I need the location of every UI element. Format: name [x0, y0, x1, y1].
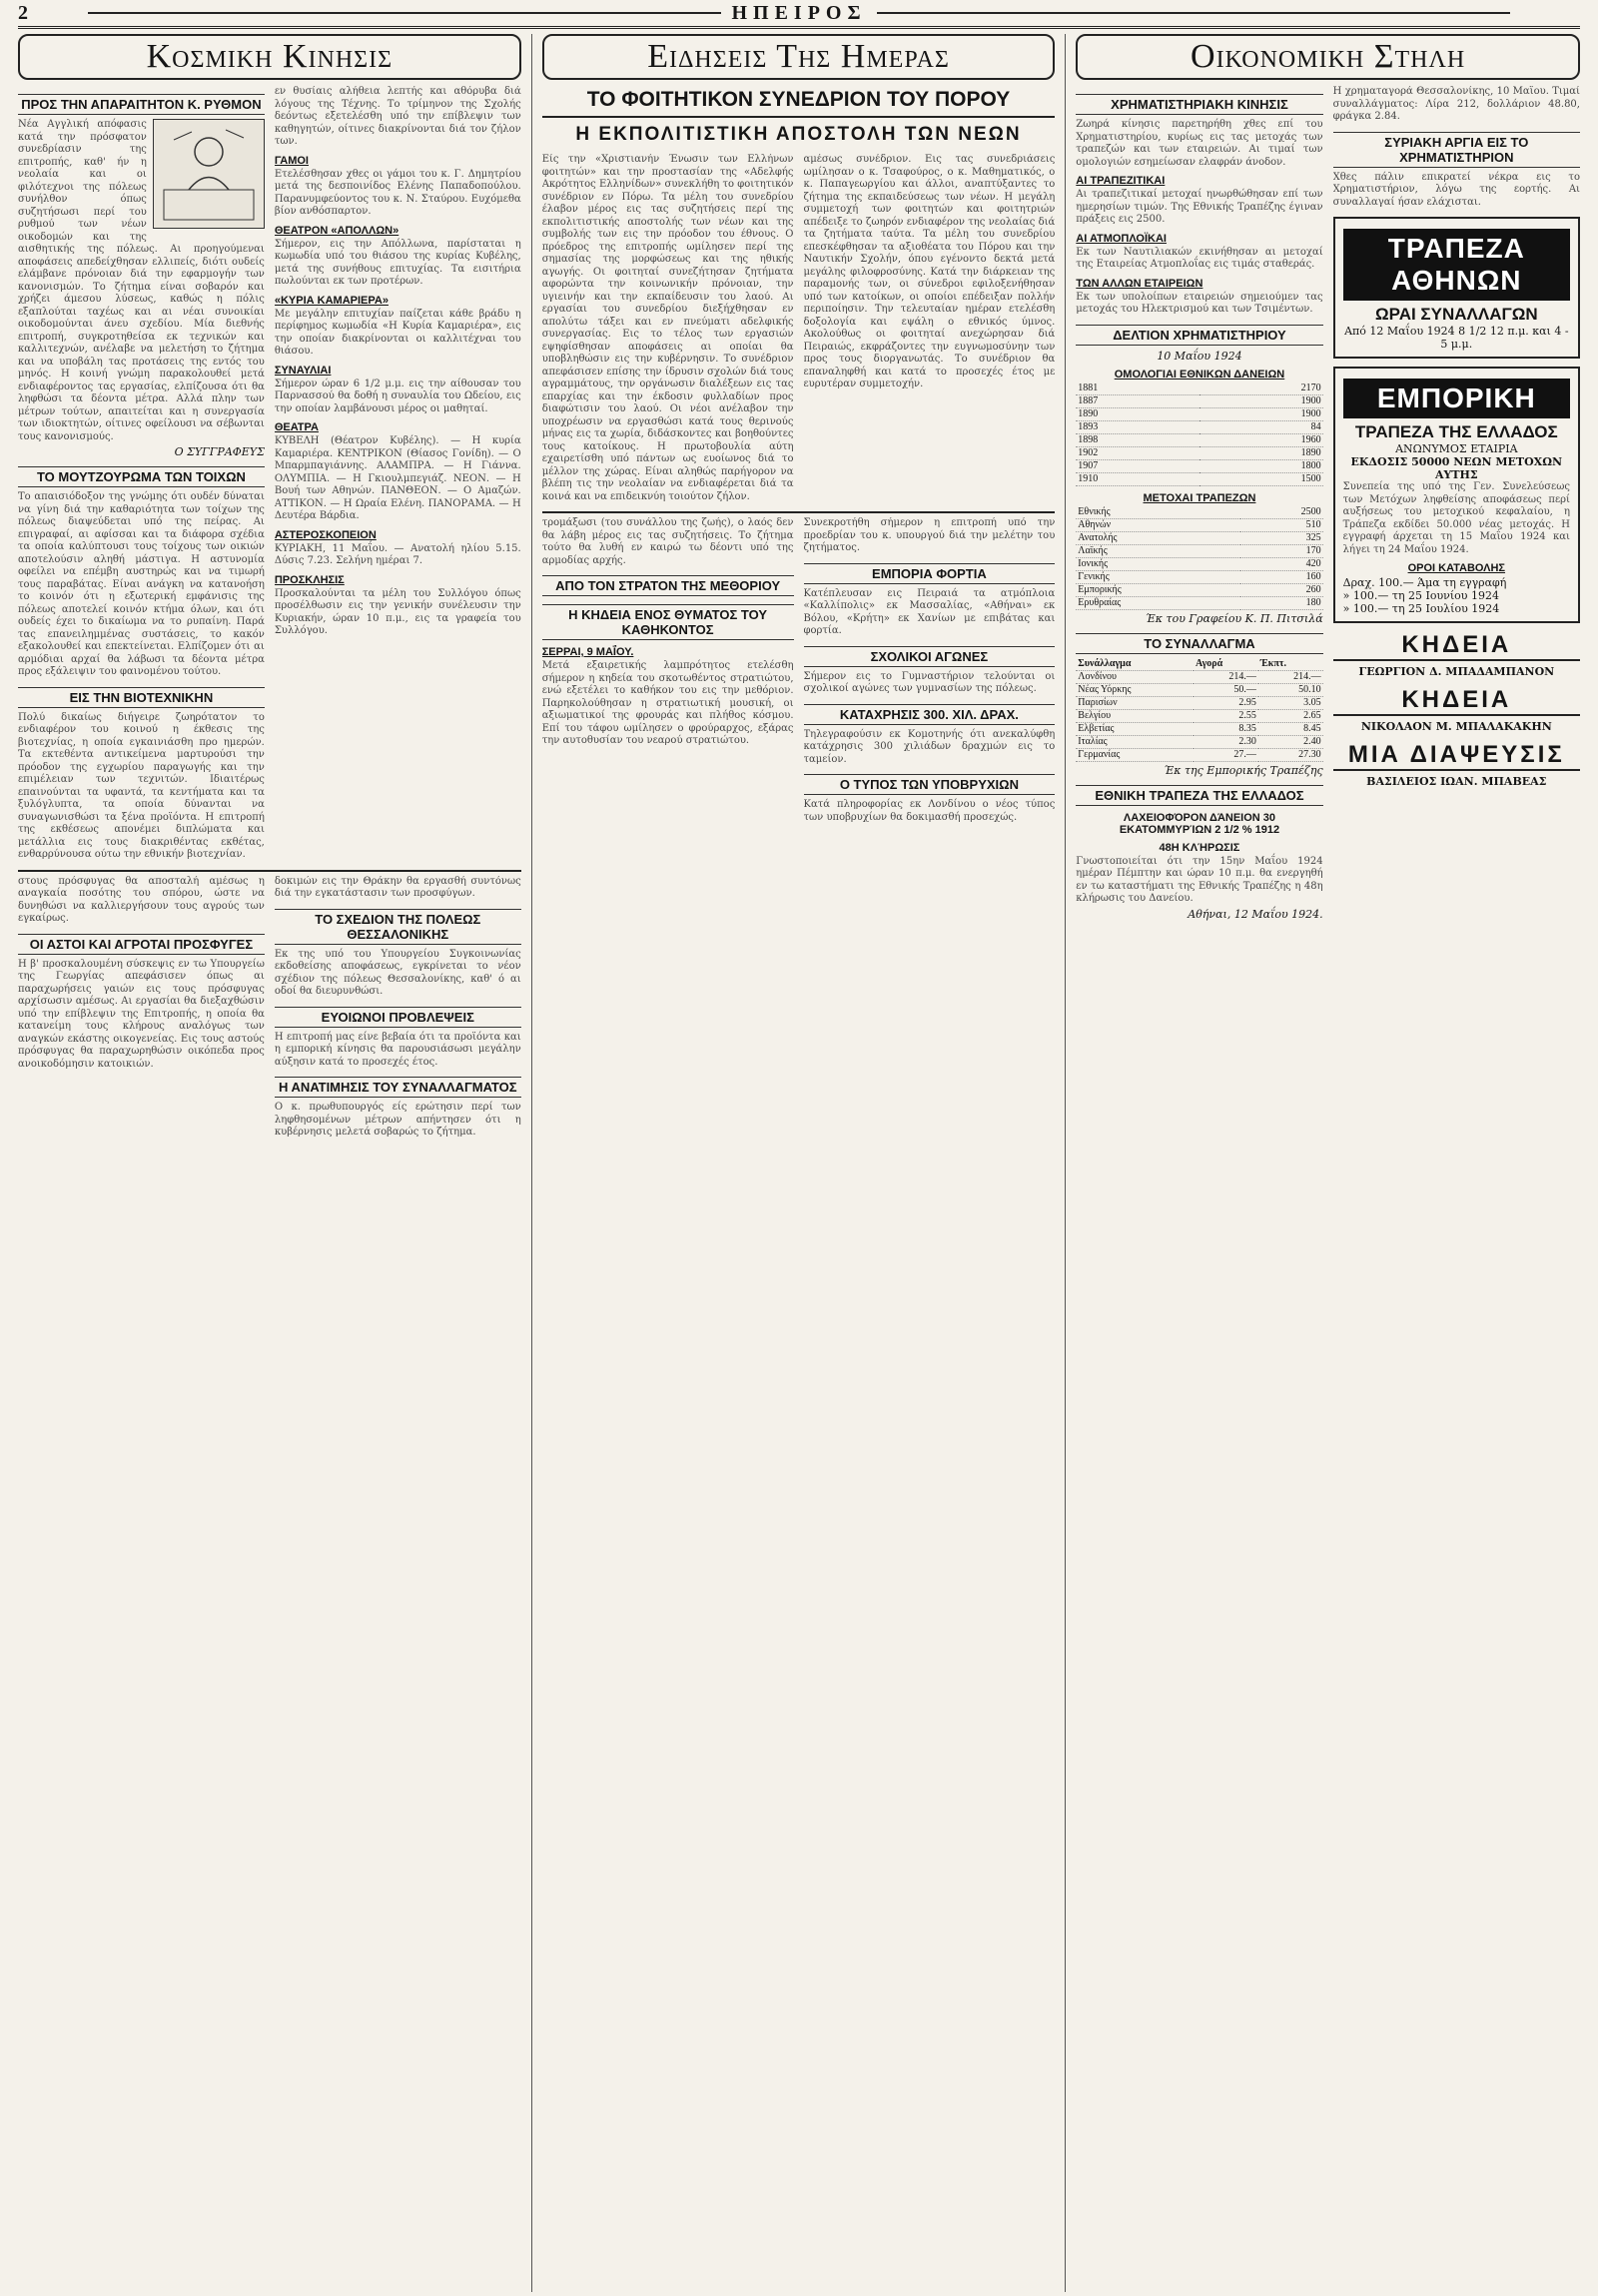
label: ΓΑΜΟΙ [274, 154, 309, 167]
table-cell: 170 [1240, 544, 1323, 557]
article-text: Σήμερον εις το Γυμναστήριον τελούνται οι σχολικοί αγώνες των γυμνασίων της πόλεως. [803, 670, 1056, 694]
source-note: Έκ της Εμπορικής Τραπέζης [1164, 763, 1323, 777]
article-text: τρομάξωσι (του συνάλλου της ζωής), ο λαός δεν θα λάβη μέρος εις τας συζητήσεις. Το ζήτημα τούτο θα λυθή εν καιρώ τω δέοντι υπό της αρμοδίας αρχής. [541, 517, 794, 566]
table-cell: 325 [1240, 531, 1323, 544]
table-cell: 1887 [1076, 394, 1199, 407]
column-social-lower [18, 870, 521, 1140]
advert-time: Από 12 Μαΐου 1924 8 1/2 12 π.μ. και 4 - 5 μ.μ. [1344, 325, 1569, 351]
article-heading: ΕΥΟΙΩΝΟΙ ΠΡΟΒΛΕΨΕΙΣ [275, 1007, 521, 1028]
table-cell: Παρισίων [1076, 696, 1194, 709]
table-header: Συνάλλαγμα [1076, 658, 1194, 671]
table-label: ΟΜΟΛΟΓΙΑΙ ΕΘΝΙΚΩΝ ΔΑΝΕΙΩΝ [1114, 368, 1285, 381]
column-finance-right [1333, 86, 1580, 925]
column-social-lower-left [18, 876, 265, 1140]
table-cell: 84 [1199, 420, 1323, 433]
article-text: Εκ των υπολοίπων εταιρειών σημειούμεν τας μετοχάς του Ηλεκτρισμού και των Τσιμέντων. [1076, 291, 1323, 315]
advert-sub: ΤΡΑΠΕΖΑ ΤΗΣ ΕΛΛΑΔΟΣ [1354, 422, 1558, 441]
article-text: Συνεκροτήθη σήμερον η επιτροπή υπό την προεδρίαν του κ. υπουργού διά την μελέτην του ζητήματος. [803, 517, 1056, 553]
article-text: Ο κ. πρωθυπουργός είς ερώτησιν περί των ληφθησομένων μέτρων απήντησεν ότι η κυβέρνησις μελετά σοβαρώς το ζήτημα. [274, 1102, 521, 1138]
table-header: Αγορά [1194, 658, 1258, 671]
article-text: Τηλεγραφούσιν εκ Κομοτηνής ότι ανεκαλύφθη κατάχρησις 300 χιλιάδων δραχμών εις το ταμείον. [803, 728, 1056, 765]
advert-title: ΕΜΠΟΡΙΚΗ [1343, 379, 1570, 418]
article-heading: ΧΡΗΜΑΤΙΣΤΗΡΙΑΚΗ ΚΙΝΗΣΙΣ [1076, 94, 1322, 115]
advert-sub3: ΕΚΔΟΣΙΣ 50000 ΝΕΩΝ ΜΕΤΟΧΩΝ ΑΥΤΗΣ [1350, 455, 1563, 481]
table-row [1076, 683, 1322, 696]
terms-item: » 100.— τη 25 Ιουνίου 1924 [1342, 589, 1499, 602]
table-cell: 1881 [1076, 383, 1199, 395]
notice-title: ΚΗΔΕΙΑ [1333, 686, 1580, 716]
advert-bank-athens [1333, 217, 1580, 359]
article-text: στους πρόσφυγας θα αποσταλή αμέσως η αναγκαία ποσότης του σπόρου, ώστε να δυνηθώσι να καλλιεργήσουν τους αγρούς των εγκαίρως. [18, 875, 265, 924]
table-cell: Ιονικής [1076, 557, 1239, 570]
table-cell: 1890 [1076, 407, 1199, 420]
article-heading: ΤΟ ΣΥΝΑΛΛΑΓΜΑ [1076, 633, 1322, 654]
column-social-right [275, 86, 521, 862]
table-row [1076, 459, 1322, 472]
table-label: ΜΕΤΟΧΑΙ ΤΡΑΠΕΖΩΝ [1143, 491, 1256, 504]
table-row [1076, 570, 1322, 583]
table-row [1076, 557, 1322, 570]
article-text: Ζωηρά κίνησις παρετηρήθη χθες επί του Χρηματιστηρίου, κυρίως εις τας μετοχάς των τραπεζών και των εταιρειών. Αι τιμαί των ομολογιών εσημείωσαν ελαφράν άνοδον. [1076, 119, 1323, 168]
table-cell: 1960 [1199, 433, 1323, 446]
section-title: Οικονομικη Στηλη [1076, 34, 1580, 80]
article-text: Σήμερον, εις την Απόλλωνα, παρίσταται η κωμωδία υπό του θιάσου της κυρίας Κυβέλης, μετά της συνήθους επιτυχίας. Τα εισιτήρια πωλούνται εκ των προτέρων. [274, 238, 521, 287]
article-text: Ετελέσθησαν χθες οι γάμοι του κ. Γ. Δημητρίου μετά της δεσποινίδος Ελένης Παπαδοπούλου. Παρανυμφεύοντος του κ. Ν. Σταύρου. Ευχόμεθα βίον ανθόσπαρτον. [274, 168, 521, 217]
article-text: Προσκαλούνται τα μέλη του Συλλόγου όπως προσέλθωσιν εις την γενικήν συνέλευσιν την Κυριακήν, ώραν 10 π.μ., εις τα γραφεία του Συλλόγου. [274, 587, 521, 636]
table-cell: 1907 [1076, 459, 1199, 472]
table-cell: 27.30 [1258, 748, 1323, 761]
table-cell: 420 [1240, 557, 1323, 570]
signature: Ο ΣΥΓΓΡΑΦΕΥΣ [174, 445, 265, 458]
advert-commercial-bank [1333, 367, 1580, 623]
notice-funeral-2 [1333, 686, 1580, 733]
article-text: Σήμερον ώραν 6 1/2 μ.μ. εις την αίθουσαν του Παρνασσού θα δοθή η συναυλία του Ωδείου, εις την οποίαν λαμβάνουσι μέρος οι μαθηταί. [274, 378, 521, 414]
column-social-left [18, 86, 265, 862]
article-heading: Ο ΤΥΠΟΣ ΤΩΝ ΥΠΟΒΡΥΧΙΩΝ [804, 774, 1056, 795]
table-cell: Ιταλίας [1076, 735, 1194, 748]
notice-name: ΓΕΩΡΓΙΟΝ Δ. ΜΠΑΔΑΜΠΑΝΟΝ [1358, 665, 1555, 678]
terms-label: ΟΡΟΙ ΚΑΤΑΒΟΛΗΣ [1407, 562, 1506, 574]
table-cell: 510 [1240, 518, 1323, 531]
article-heading: ΤΟ ΣΧΕΔΙΟΝ ΤΗΣ ΠΟΛΕΩΣ ΘΕΣΣΑΛΟΝΙΚΗΣ [275, 909, 521, 945]
article-text: Είς την «Χριστιανήν Ένωσιν των Ελλήνων φοιτητών» και την προστασίαν της «Αδελφής Ακρότητος Ελληνίδων» συνεκλήθη το φοιτητικόν συνέδριον εν Πόρω. Τα μέλη του συνεδρίου έλαβον μέρος εις τας συζητήσεις περί της εκπολιτιστικής αποστολής των νέων και της συμβολής των εις την πρόοδον του έθνους. Ο πρόεδρος της επιτροπής ωμίλησεν περί της σημασίας της μορφώσεως και της ηθικής αγωγής. Οι φοιτηταί συνεζήτησαν ζητήματα αφορώντα την κοινωνικήν πρόνοιαν, την υγιεινήν και την εκπαίδευσιν του λαού. Αι εργασίαι του συνεδρίου διεξήχθησαν εν απολύτω τάξει και εν πνεύματι αδελφικής συνεργασίας. Εις το τέλος των εργασιών εψηφίσθησαν αποφάσεις αι οποίαι θα υποβληθώσιν εις την κυβέρνησιν. Το συνέδριον απεφάσισεν επίσης την ίδρυσιν σχολών διά τους αγραμμάτους, την οργάνωσιν διαλέξεων εις τας επαρχίας και την έκδοσιν φυλλαδίων προς διαφώτισιν του λαού. Οι νέοι ανέλαβον την υποχρέωσιν να εργασθώσι κατά τους θερινούς μήνας εις τα χωρία, διδάσκοντες και βοηθούντες τους κατοίκους. Η πρωτοβουλία αύτη εχαιρετίσθη υπό πάντων ως ευοίωνος διά το μέλλον της χώρας. Είναι αληθώς παρήγορον να βλέπη τις την νεολαίαν να ενδιαφέρεται διά τα κοινά και να επιδεικνύη τοιούτον ζήλον. [541, 154, 794, 502]
table-cell: 1902 [1076, 446, 1199, 459]
table-cell: 3.05 [1258, 696, 1323, 709]
table-cell: Εθνικής [1076, 506, 1239, 519]
table-cell: 1900 [1199, 394, 1323, 407]
article-heading: ΕΘΝΙΚΗ ΤΡΑΠΕΖΑ ΤΗΣ ΕΛΛΑΔΟΣ [1076, 785, 1322, 806]
table-cell: 260 [1240, 583, 1323, 596]
table-cell: 214.— [1194, 670, 1258, 683]
table-cell: 180 [1240, 596, 1323, 609]
notice-denial [1333, 741, 1580, 788]
table-cell: 8.35 [1194, 722, 1258, 735]
source-note: Έκ του Γραφείου Κ. Π. Πιτσιλά [1145, 611, 1323, 625]
table-cell: 2.55 [1194, 709, 1258, 722]
table-row [1076, 394, 1322, 407]
advert-title: ΤΡΑΠΕΖΑ ΑΘΗΝΩΝ [1343, 229, 1570, 301]
table-row [1076, 544, 1322, 557]
table-cell: 2.40 [1258, 735, 1323, 748]
table-row [1076, 506, 1322, 519]
table-row [1076, 472, 1322, 485]
label: «ΚΥΡΙΑ ΚΑΜΑΡΙΕΡΑ» [274, 294, 389, 307]
column-news-lower [542, 511, 1056, 824]
table-row [1076, 531, 1322, 544]
article-text: Εκ των Ναυτιλιακών εκινήθησαν αι μετοχαί της Εταιρείας Ατμοπλοΐας εις τιμάς σταθεράς. [1076, 246, 1323, 270]
advert-line: ΩΡΑΙ ΣΥΝΑΛΛΑΓΩΝ [1375, 305, 1538, 324]
table-cell: Ελβετίας [1076, 722, 1194, 735]
column-news [542, 34, 1067, 2292]
article-heading: ΠΡΟΣ ΤΗΝ ΑΠΑΡΑΙΤΗΤΟΝ Κ. ΡΥΘΜΟΝ [18, 94, 265, 115]
advert-text: Συνεπεία της υπό της Γεν. Συνελεύσεως των Μετόχων ληφθείσης αποφάσεως περί αυξήσεως του μετοχικού κεφαλαίου, η Τράπεζα εκδίδει 50.000 νέας μετοχάς. Η εγγραφή άρχεται τη 15 Μαΐου 1924 και λήγει τη 24 Μαΐου 1924. [1342, 481, 1570, 555]
table-cell: 160 [1240, 570, 1323, 583]
article-text: Η χρηματαγορά Θεσσαλονίκης, 10 Μαΐου. Τιμαί συναλλάγματος: Λίρα 212, δολλάριον 48.80, φράγκα 2.84. [1332, 86, 1580, 122]
notice-title: ΚΗΔΕΙΑ [1333, 631, 1580, 661]
label: ΘΕΑΤΡΑ [274, 421, 319, 433]
article-heading: ΑΠΟ ΤΟΝ ΣΤΡΑΤΟΝ ΤΗΣ ΜΕΘΟΡΙΟΥ [542, 575, 794, 596]
table-cell: Γερμανίας [1076, 748, 1194, 761]
table-cell: 1900 [1199, 407, 1323, 420]
table-row [1076, 748, 1322, 761]
label: ΠΡΟΣΚΛΗΣΙΣ [274, 573, 345, 586]
table-cell: 2.95 [1194, 696, 1258, 709]
table-cell: Εμπορικής [1076, 583, 1239, 596]
table-cell: 50.10 [1258, 683, 1323, 696]
table-cell: Λονδίνου [1076, 670, 1194, 683]
column-finance [1076, 34, 1580, 2292]
article-text: Η επιτροπή μας είνε βεβαία ότι τα προϊόντα και η εμπορική κίνησις θα παρουσιάσωσι μεγάλην αύξησιν κατά το προσεχές έτος. [274, 1031, 521, 1068]
masthead [18, 0, 1580, 29]
table-cell: 214.— [1258, 670, 1323, 683]
masthead-rule [88, 12, 721, 14]
label: ΤΩΝ ΑΛΛΩΝ ΕΤΑΙΡΕΙΩΝ [1076, 277, 1203, 290]
signature: Αθήναι, 12 Μαΐου 1924. [1188, 907, 1323, 921]
article-text: ΚΥΒΕΛΗ (Θέατρον Κυβέλης). — Η κυρία Καμαριέρα. ΚΕΝΤΡΙΚΟΝ (Θίασος Γονίδη). — Ο Μπαρμπαγιάννης. ΑΛΑΜΠΡΑ. — Η Γιάννα. ΟΛΥΜΠΙΑ. — Η Γκιουλμπεγιάζ. ΝΕΟΝ. — Η Βουή των Αθηνών. ΠΑΝΘΕΟΝ. — Ο Αμαζών. ΑΤΤΙΚΟΝ. — Η Ωραία Ελένη. ΠΑΝΟΡΑΜΑ. — Η Δευτέρα Βάρδια. [274, 435, 521, 521]
article-text: Γνωστοποιείται ότι την 15ην Μαΐου 1924 ημέραν Πέμπτην και ώραν 10 π.μ. θα ενεργηθή εν τω καταστήματι της Εθνικής Τραπέζης η 48η κλήρωσις του Δανείου. [1076, 855, 1323, 904]
article-text: εν θυσίαις αλήθεια λεπτής και αθόρυβα διά λόγους της Τέχνης. Το τρίμηνον της Σχολής δεόντως εξετελέσθη υπό την επίβλεψιν των καθηγητών, οίτινες διακρίνονται διά τον ζήλον των. [274, 86, 521, 147]
bulletin-title: ΔΕΛΤΙΟΝ ΧΡΗΜΑΤΙΣΤΗΡΙΟΥ [1076, 325, 1322, 346]
notice-name: ΒΑΣΙΛΕΙΟΣ ΙΩΑΝ. ΜΠΑΒΕΑΣ [1366, 775, 1547, 788]
label: ΑΙ ΤΡΑΠΕΖΙΤΙΚΑΙ [1076, 175, 1166, 187]
table-cell: Βελγίου [1076, 709, 1194, 722]
fx-table [1076, 658, 1322, 762]
table-cell: 2.65 [1258, 709, 1323, 722]
article-heading: ΣΧΟΛΙΚΟΙ ΑΓΩΝΕΣ [804, 646, 1056, 667]
table-cell: Γενικής [1076, 570, 1239, 583]
column-finance-left [1076, 86, 1322, 925]
article-text: Το απαισιόδοξον της γνώμης ότι ουδέν δύναται να γίνη διά την καθαριότητα των τοίχων της πόλεως διαψεύδεται υπό της πείρας. Αι επιγραφαί, αι αφίσσαι και τα διάφορα σχέδια τα οποία καλύπτουσι τους τοίχους των οικιών αποτελούσιν αληθή μάστιγα. Η αστυνομία οφείλει να επέμβη αυστηρώς και να τιμωρή τους παραβάτας. Είναι ανάγκη να κατανοήση το κοινόν ότι η εξωτερική εμφάνισις της πόλεως αποτελεί κοινόν κτήμα όλων, και ότι ουδείς έχει το δικαίωμα να το ρυπαίνη. Παρά τας επανειλημμένας συστάσεις, το κακόν εξακολουθεί και επεκτείνεται. Ελπίζομεν ότι αι αρμόδιαι αρχαί θα λάβωσι τα δέοντα μέτρα προς εξάλειψιν του φαινομένου τούτου. [18, 491, 265, 677]
label: ΛΑΧΕΙΟΦΌΡΟΝ ΔΆΝΕΙΟΝ 30 ΕΚΑΤΟΜΜΥΡΊΩΝ 2 1/2 % 1912 [1119, 811, 1280, 836]
article-heading: ΟΙ ΑΣΤΟΙ ΚΑΙ ΑΓΡΟΤΑΙ ΠΡΟΣΦΥΓΕΣ [18, 934, 265, 955]
table-cell: 1500 [1199, 472, 1323, 485]
article-text: Χθες πάλιν επικρατεί νέκρα εις το Χρηματιστήριον, λόγω της εορτής. Αι συναλλαγαί ήσαν ελάχισται. [1332, 171, 1580, 208]
table-row [1076, 433, 1322, 446]
cartoon-illustration [153, 119, 265, 229]
article-text: Μετά εξαιρετικής λαμπρότητος ετελέσθη σήμερον η κηδεία του σκοτωθέντος στρατιώτου, ενώ εξετέλει το καθήκον του εις την μεθόριον. Παρηκολούθησαν η στρατιωτική μουσική, οι αξιωματικοί της φρουράς και πλήθος κόσμου. Επί του τάφου ωμίλησεν ο φρούραρχος, εξάρας την αυτοθυσίαν του νεαρού στρατιώτου. [541, 660, 794, 746]
section-title: Κοσμικη Κινησις [18, 34, 521, 80]
newspaper-name: ΗΠΕΙΡΟΣ [731, 1, 867, 24]
columns [18, 34, 1580, 2292]
terms-list [1343, 576, 1570, 615]
table-cell: 2.30 [1194, 735, 1258, 748]
column-news-body [542, 154, 1056, 503]
table-row [1076, 670, 1322, 683]
terms-item: » 100.— τη 25 Ιουλίου 1924 [1342, 602, 1500, 615]
table-cell: 8.45 [1258, 722, 1323, 735]
table-cell: 1800 [1199, 459, 1323, 472]
table-cell: 2170 [1199, 383, 1323, 395]
notice-title: ΜΙΑ ΔΙΑΨΕΥΣΙΣ [1333, 741, 1580, 771]
column-social-lower-right [275, 876, 521, 1140]
table-cell: 1898 [1076, 433, 1199, 446]
article-heading: ΣΥΡΙΑΚΗ ΑΡΓΙΑ ΕΙΣ ΤΟ ΧΡΗΜΑΤΙΣΤΗΡΙΟΝ [1333, 132, 1580, 168]
headline: ΤΟ ΦΟΙΤΗΤΙΚΟΝ ΣΥΝΕΔΡΙΟΝ ΤΟΥ ΠΟΡΟΥ [542, 86, 1056, 118]
table-cell: Ανατολής [1076, 531, 1239, 544]
article-heading: Η ΚΗΔΕΙΑ ΕΝΟΣ ΘΥΜΑΤΟΣ ΤΟΥ ΚΑΘΗΚΟΝΤΟΣ [542, 604, 794, 640]
table-cell: 27.— [1194, 748, 1258, 761]
table-cell: Λαϊκής [1076, 544, 1239, 557]
column-news-lower-right [804, 517, 1056, 824]
bonds-table [1076, 383, 1322, 486]
column-social [18, 34, 532, 2292]
table-cell: 2500 [1240, 506, 1323, 519]
table-row [1076, 583, 1322, 596]
column-news-left [542, 154, 794, 503]
notice-funeral-1 [1333, 631, 1580, 678]
article-text: Κατέπλευσαν εις Πειραιά τα ατμόπλοια «Καλλίπολις» εκ Μασσαλίας, «Αθήναι» εκ Βόλου, «Κρήτη» εκ Χανίων με επιβάτας και φορτία. [803, 587, 1056, 636]
article-heading: ΚΑΤΑΧΡΗΣΙΣ 300. ΧΙΛ. ΔΡΑΧ. [804, 704, 1056, 725]
table-row [1076, 735, 1322, 748]
table-cell: 50.— [1194, 683, 1258, 696]
table-row [1076, 383, 1322, 395]
article-text: αμέσως συνέδριον. Εις τας συνεδριάσεις ωμίλησαν ο κ. Τσαφούρος, ο κ. Μαθηματικός, ο κ. Παπαγεωργίου και άλλοι, αναπτύξαντες το ζήτημα της εκπαιδεύσεως των νέων. Η μεγάλη συμμετοχή των φοιτητών και φοιτητριών απέδειξε το ζωηρόν ενδιαφέρον της νεολαίας διά τα ζητήματα ταύτα. Τα μέλη του συνεδρίου επεσκέφθησαν τα αξιοθέατα του Πόρου και την Ναυτικήν Σχολήν, όπου εγένοντο δεκτά μετά μεγάλης φιλοφροσύνης. Κατά την διάρκειαν της παραμονής των, οι σύνεδροι εφιλοξενήθησαν υπό των κατοίκων, οι οποίοι επέδειξαν πολλήν περιποίησιν. Την τελευταίαν ημέραν ετελέσθη δοξολογία και εψάλη ο εθνικός ύμνος. Ακολούθως οι φοιτηταί ανεχώρησαν διά Πειραιώς, εκφράζοντες την ευγνωμοσύνην των προς τους διοργανωτάς. Το συνέδριον θα επαναληφθή και κατά το προσεχές έτος με ευρυτέραν συμμετοχήν. [803, 154, 1056, 389]
notice-name: ΝΙΚΟΛΑΟΝ Μ. ΜΠΑΛΑΚΑΚΗΝ [1360, 720, 1552, 733]
table-row [1076, 420, 1322, 433]
table-cell: Νέας Υόρκης [1076, 683, 1194, 696]
article-text: Αι τραπεζιτικαί μετοχαί ηνωρθώθησαν επί των ημερησίων τιμών. Της Εθνικής Τραπέζης έγιναν πράξεις εις 2500. [1076, 189, 1323, 225]
section-title: Ειδησεις Της Ημερας [542, 34, 1056, 80]
article-text: δοκιμών εις την Θράκην θα εργασθή συντόνως διά την εγκατάστασιν των προσφύγων. [274, 875, 521, 899]
table-header: Έκπτ. [1258, 658, 1323, 671]
label: ΑΙ ΑΤΜΟΠΛΟΪΚΑΙ [1076, 232, 1167, 245]
article-text: Νέα Αγγλική απόφασις κατά την πρόσφατον συνεδρίασιν της επιτροπής, καθ' ήν η νεολαία και οι φιλότεχνοι της πόλεως συνήλθον όπως συζητήσωσι περί του ρυθμού των νέων οικοδομών και της αισθητικής της πόλεως. Αι προηγούμεναι αποφάσεις απεδείχθησαν ελλιπείς, διότι ουδείς ελάμβανε πρόνοιαν διά την εφαρμογήν των κανονισμών. Το ζήτημα είναι σοβαρόν και χρήζει άμεσου λύσεως, καθώς η πόλις εξαπλούται ταχέως και αι νέαι συνοικίαι οικοδομούνται άνευ σχεδίου. Μία διεθνής επιτροπή, συγκροτηθείσα εκ τεχνικών και καλλιτεχνών, ανέλαβε να μελετήση το ζήτημα και να υποβάλη τας προτάσεις της εντός του μηνός. Η κοινή γνώμη παρακολουθεί μετά ενδιαφέροντος τας εργασίας, ελπίζουσα ότι θα ληφθώσι τα δέοντα μέτρα. Αλλά πλην των μέτρων τούτων, απαιτείται και η συνεργασία των ιδιοκτητών, οίτινες οφείλουσι να σέβωνται τους κανονισμούς. [18, 119, 265, 442]
column-news-lower-left [542, 517, 794, 824]
table-cell: 1893 [1076, 420, 1199, 433]
cartoon-drawing-icon [154, 120, 264, 228]
article-heading: ΕΜΠΟΡΙΑ ΦΟΡΤΙΑ [804, 563, 1056, 584]
article-text: Πολύ δικαίως διήγειρε ζωηρότατον το ενδιαφέρον του κοινού η έκθεσις της βιοτεχνίας, η οποία εγκαινιάσθη προ ημερών. Τα εκτεθέντα αντικείμενα μαρτυρούσι την πρόοδον της εγχωρίου παραγωγής και την επιμέλειαν των τεχνιτών. Ιδιαιτέρως επαινούνται τα υφαντά, τα κεντήματα και τα ξυλόγλυπτα, τα οποία δύνανται να συναγωνισθώσι τα ξένα προϊόντα. Η επιτροπή της εκθέσεως απονέμει διπλώματα και μετάλλια εις τους διακριθέντας εκθέτας, ενθαρρύνουσα ούτω την εθνικήν βιοτεχνίαν. [18, 711, 265, 860]
table-cell: 1890 [1199, 446, 1323, 459]
label: ΣΥΝΑΥΛΙΑΙ [274, 364, 332, 377]
table-row [1076, 407, 1322, 420]
table-row [1076, 722, 1322, 735]
column-news-right [804, 154, 1056, 503]
article-heading: Η ΑΝΑΤΙΜΗΣΙΣ ΤΟΥ ΣΥΝΑΛΛΑΓΜΑΤΟΣ [275, 1077, 521, 1098]
article-text: Η β' προσκαλουμένη σύσκεψις εν τω Υπουργείω της Γεωργίας απεφάσισεν όπως αι παραχωρήσεις γαιών εις τους πρόσφυγας αρχίσωσιν αμέσως. Αι εργασίαι θα διεξαχθώσιν υπό την επίβλεψιν της Επιτροπής, η οποία θα κατανείμη τους κλήρους αναλόγως των αναγκών εκάστης οικογενείας. Εις τους αστούς πρόσφυγας θα παραχωρηθώσιν οικόπεδα προς ανοικοδόμησιν κατοικιών. [18, 958, 265, 1070]
article-text: Εκ της υπό του Υπουργείου Συγκοινωνίας εκδοθείσης αποφάσεως, εγκρίνεται το νέον σχέδιον της πόλεως Θεσσαλονίκης, καθ' ό αι οδοί θα διευρυνθώσι. [274, 948, 521, 997]
table-cell: Αθηνών [1076, 518, 1239, 531]
article-heading: ΤΟ ΜΟΥΤΖΟΥΡΩΜΑ ΤΩΝ ΤΟΙΧΩΝ [18, 466, 265, 487]
dateline: ΣΕΡΡΑΙ, 9 ΜΑΪ́ΟΥ. [541, 646, 634, 658]
table-row [1076, 696, 1322, 709]
banks-table [1076, 506, 1322, 610]
article-text: Με μεγάλην επιτυχίαν παίζεται κάθε βράδυ η περίφημος κωμωδία «Η Κυρία Καμαριέρα», εις την οποίαν διακρίνονται οι καλλιτέχναι του θιάσου. [274, 308, 521, 357]
advert-sub2: ΑΝΩΝΥΜΟΣ ΕΤΑΙΡΙΑ [1395, 442, 1518, 455]
headline-sub: Η ΕΚΠΟΛΙΤΙΣΤΙΚΗ ΑΠΟΣΤΟΛΗ ΤΩΝ ΝΕΩΝ [575, 124, 1022, 145]
table-cell: 1910 [1076, 472, 1199, 485]
article-heading: ΕΙΣ ΤΗΝ ΒΙΟΤΕΧΝΙΚΗΝ [18, 687, 265, 708]
table-row [1076, 596, 1322, 609]
label: ΘΕΑΤΡΟΝ «ΑΠΟΛΛΩΝ» [274, 224, 400, 237]
page-number: 2 [18, 1, 28, 24]
article-text: ΚΥΡΙΑΚΗ, 11 Μαΐου. — Ανατολή ηλίου 5.15. Δύσις 7.23. Σελήνη ημέραι 7. [274, 542, 521, 566]
table-row [1076, 518, 1322, 531]
column-social-body [18, 86, 521, 862]
table-row [1076, 446, 1322, 459]
table-cell: Ερυθραίας [1076, 596, 1239, 609]
terms-item: Δραχ. 100.— Άμα τη εγγραφή [1342, 576, 1507, 589]
bulletin-date: 10 Μαΐου 1924 [1157, 349, 1242, 363]
masthead-rule [877, 12, 1510, 14]
column-finance-body [1076, 86, 1580, 925]
article-text: Κατά πληροφορίας εκ Λονδίνου ο νέος τύπος των υποβρυχίων θα δοκιμασθή προσεχώς. [803, 799, 1056, 823]
table-row [1076, 709, 1322, 722]
label: 48Η ΚΛΉΡΩΣΙΣ [1159, 841, 1240, 854]
label: ΑΣΤΕΡΟΣΚΟΠΕΙΟΝ [274, 528, 377, 541]
